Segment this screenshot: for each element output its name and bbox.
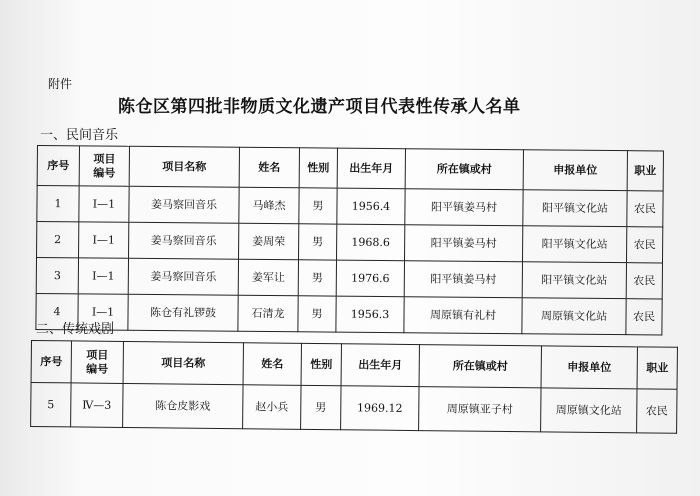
header-gender: 性别 xyxy=(299,148,337,188)
cell-unit: 周原镇文化站 xyxy=(541,388,637,433)
cell-birth: 1969.12 xyxy=(341,386,419,431)
cell-gender: 男 xyxy=(299,188,337,224)
cell-code: Ⅰ—1 xyxy=(78,294,128,330)
header-location: 所在镇或村 xyxy=(419,345,541,388)
header-project: 项目名称 xyxy=(129,146,239,187)
cell-birth: 1968.6 xyxy=(337,224,405,261)
cell-code: Ⅳ—3 xyxy=(71,383,123,428)
header-code-line1: 项目 xyxy=(93,151,116,166)
header-unit: 申报单位 xyxy=(523,150,627,191)
header-job: 职业 xyxy=(627,151,663,191)
attachment-label: 附件 xyxy=(48,77,73,91)
table-row xyxy=(36,293,662,334)
cell-name: 赵小兵 xyxy=(243,385,301,430)
cell-seq: 2 xyxy=(37,222,79,258)
header-birth: 出生年月 xyxy=(337,148,405,189)
cell-job: 农民 xyxy=(637,389,677,433)
header-code-line2: 编号 xyxy=(86,362,109,376)
cell-code: Ⅰ—1 xyxy=(79,222,129,258)
table-header-row xyxy=(37,146,663,191)
cell-seq: 3 xyxy=(36,258,78,294)
header-location: 所在镇或村 xyxy=(405,149,523,190)
cell-unit: 阳平镇文化站 xyxy=(522,226,626,263)
table-header-row xyxy=(31,341,677,390)
cell-birth: 1956.4 xyxy=(337,188,405,225)
header-name: 姓名 xyxy=(243,343,301,386)
cell-seq: 1 xyxy=(37,186,79,222)
cell-job: 农民 xyxy=(626,299,662,335)
cell-location: 周原镇有礼村 xyxy=(404,297,522,334)
cell-unit: 阳平镇文化站 xyxy=(522,262,626,299)
cell-code: Ⅰ—1 xyxy=(79,186,129,222)
cell-location: 阳平镇姜马村 xyxy=(404,261,522,298)
cell-gender: 男 xyxy=(301,385,341,429)
cell-name: 石清龙 xyxy=(238,295,298,332)
table-traditional-drama xyxy=(30,340,678,434)
cell-location: 阳平镇姜马村 xyxy=(405,189,523,226)
header-project: 项目名称 xyxy=(123,341,243,384)
cell-gender: 男 xyxy=(298,296,336,332)
header-birth: 出生年月 xyxy=(341,344,419,387)
header-code-line2: 编号 xyxy=(93,165,116,180)
cell-job: 农民 xyxy=(627,191,663,227)
cell-project: 姜马察回音乐 xyxy=(129,222,239,259)
cell-seq: 5 xyxy=(31,383,71,427)
cell-birth: 1976.6 xyxy=(336,260,404,297)
cell-name: 姜周荣 xyxy=(239,223,299,260)
header-name: 姓名 xyxy=(239,147,299,188)
cell-job: 农民 xyxy=(626,227,662,263)
document-title: 陈仓区第四批非物质文化遗产项目代表性传承人名单 xyxy=(118,97,521,117)
header-code xyxy=(71,341,123,384)
cell-unit: 阳平镇文化站 xyxy=(523,190,627,227)
cell-project: 姜马察回音乐 xyxy=(129,186,239,223)
cell-birth: 1956.3 xyxy=(336,296,404,333)
cell-project: 陈仓皮影戏 xyxy=(123,383,243,428)
header-gender: 性别 xyxy=(301,343,341,385)
cell-job: 农民 xyxy=(626,263,662,299)
header-job: 职业 xyxy=(637,347,677,389)
section-title-folk-music: 一、民间音乐 xyxy=(40,128,119,143)
table-row xyxy=(31,383,677,434)
cell-code: Ⅰ—1 xyxy=(78,258,128,294)
header-code-line1: 项目 xyxy=(86,348,109,362)
header-code xyxy=(79,146,129,186)
header-unit: 申报单位 xyxy=(541,346,637,389)
cell-project: 姜马察回音乐 xyxy=(128,258,238,295)
cell-name: 马峰杰 xyxy=(239,187,299,224)
cell-project: 陈仓有礼锣鼓 xyxy=(128,294,238,331)
table-row xyxy=(37,186,663,227)
cell-gender: 男 xyxy=(298,260,336,296)
table-folk-music xyxy=(35,145,664,335)
cell-name: 姜军让 xyxy=(238,259,298,296)
cell-seq: 4 xyxy=(36,293,78,329)
cell-gender: 男 xyxy=(299,224,337,260)
table-row xyxy=(36,258,662,299)
cell-location: 周原镇亚子村 xyxy=(419,387,541,432)
table-row xyxy=(37,222,663,263)
header-seq: 序号 xyxy=(31,341,71,383)
cell-unit: 周原镇文化站 xyxy=(522,298,626,335)
cell-location: 阳平镇姜马村 xyxy=(405,225,523,262)
header-seq: 序号 xyxy=(37,146,79,186)
section-title-traditional-drama: 二、传统戏剧 xyxy=(36,322,115,337)
